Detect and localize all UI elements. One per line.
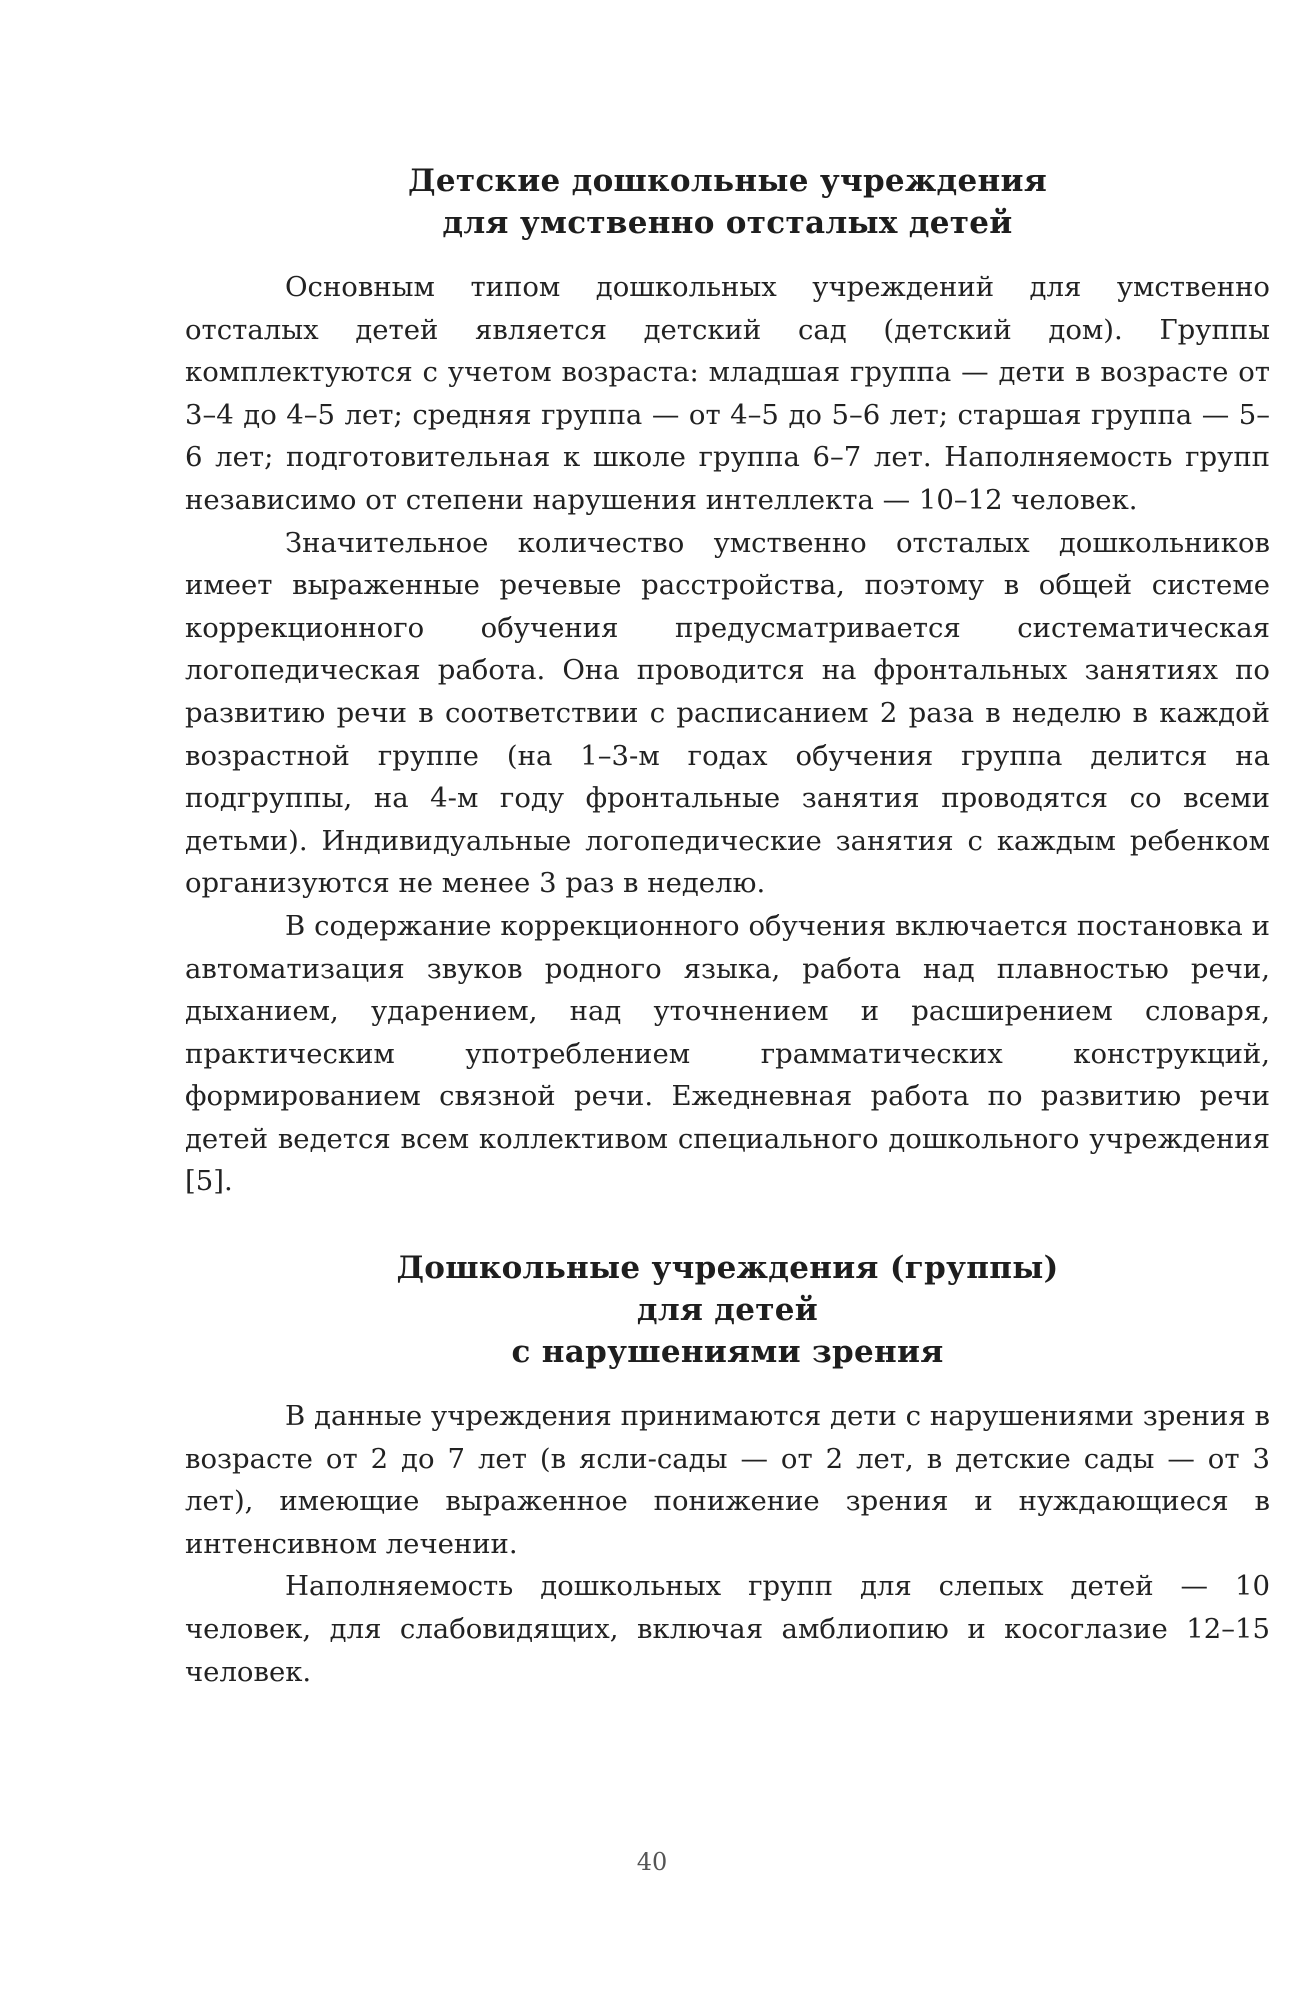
page-number: 40 [636,1848,668,1876]
section-title-mentally-retarded [185,160,1270,244]
section-title-line: Детские дошкольные учреждения [407,163,1048,199]
section-title-line: с нарушениями зрения [511,1334,944,1371]
page-content [185,160,1270,1693]
paragraph: Основным типом дошкольных учреждений для умственно отсталых детей является детский сад (детский дом). Группы комплектуются с учетом возраста: младшая группа — дети в возрасте от 3–4 до 4–5 лет; средняя группа — от 4–5 до 5–6 лет; старшая группа — 5–6 лет; подготовительная к школе группа 6–7 лет. Наполняемость групп независимо от степени нарушения интеллекта — 10–12 человек. [185,271,1270,516]
section-title-visually-impaired [185,1247,1270,1373]
section-title-line: Дошкольные учреждения (группы) [396,1250,1059,1287]
section-title-line: для детей [636,1292,819,1329]
paragraph: Наполняемость дошкольных групп для слепых детей — 10 человек, для слабовидящих, включая амблиопию и косоглазие 12–15 человек. [185,1570,1270,1688]
paragraph: В содержание коррекционного обучения включается постановка и автоматизация звуков родного языка, работа над плавностью речи, дыханием, ударением, над уточнением и расширением словаря, практическим употреблением грамматических конструкций, формированием связной речи. Ежедневная работа по развитию речи детей ведется всем коллективом специального дошкольного учреждения [5]. [185,909,1270,1198]
paragraph: В данные учреждения принимаются дети с нарушениями зрения в возрасте от 2 до 7 лет (в ясли-сады — от 2 лет, в детские сады — от 3 лет), имеющие выраженное понижение зрения и нуждающиеся в интенсивном лечении. [185,1400,1270,1560]
section-title-line: для умственно отсталых детей [442,205,1013,241]
paragraph: Значительное количество умственно отсталых дошкольников имеет выраженные речевые расстройства, поэтому в общей системе коррекционного обучения предусматривается систематическая логопедическая работа. Она проводится на фронтальных занятиях по развитию речи в соответствии с расписанием 2 раза в неделю в каждой возрастной группе (на 1–3-м годах обучения группа делится на подгруппы, на 4-м году фронтальные занятия проводятся со всеми детьми). Индивидуальные логопедические занятия с каждым ребенком организуются не менее 3 раз в неделю. [185,526,1270,900]
